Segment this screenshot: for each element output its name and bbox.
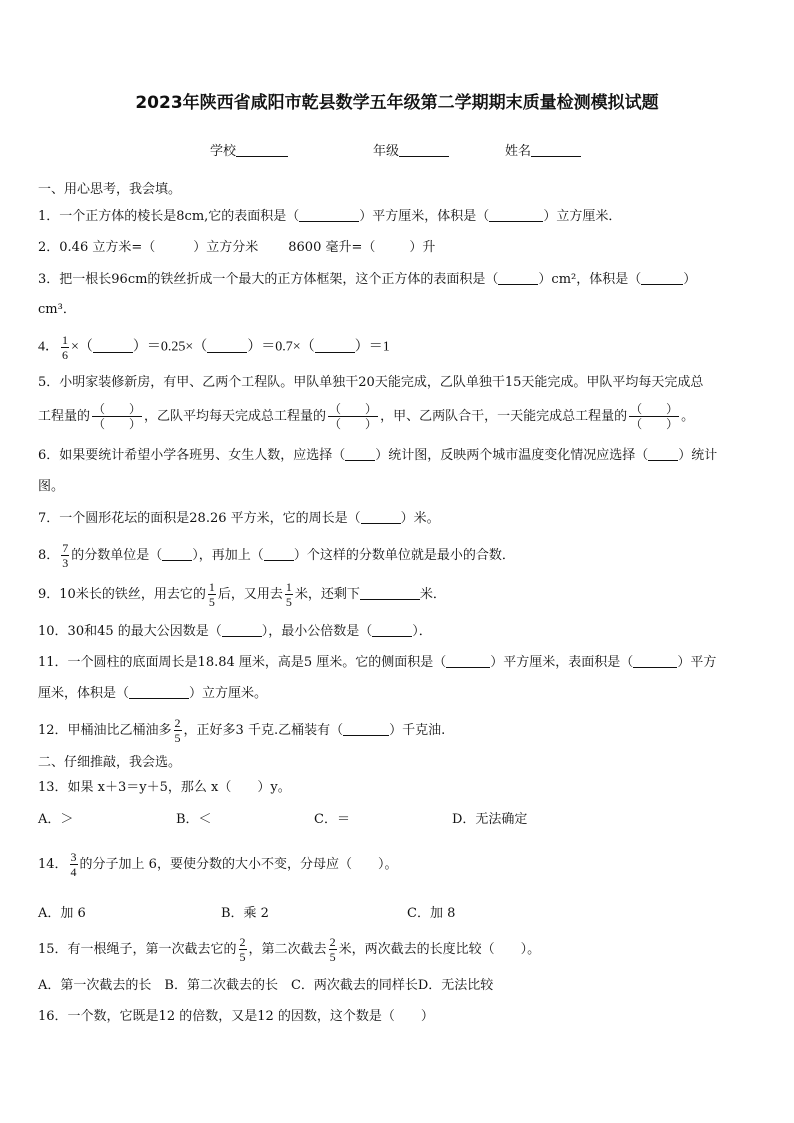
question-11-cont: 厘米，体积是（ ）立方厘米。 — [38, 686, 268, 701]
question-11: 11．一个圆柱的底面周长是18.84 厘米，高是5 厘米。它的侧面积是（ ）平方厘米，表面积是（ ）平方 — [38, 655, 717, 670]
section-2-heading: 二、仔细推敲，我会选。 — [38, 755, 182, 770]
fraction-7-3: $\frac{7}{3}$ — [62, 541, 69, 570]
question-15: 15．有一根绳子，第一次截去它的 $\frac{2}{5}$ ，第二次截去 $\frac{2}{5}$ 米，两次截去的长度比较（ ）。 — [38, 935, 541, 964]
question-12: 12．甲桶油比乙桶油多 $\frac{2}{5}$ ，正好多3 千克.乙桶装有（ ）千克油. — [38, 716, 446, 745]
name-field: 姓名 — [505, 140, 581, 159]
question-10: 10．30和45 的最大公因数是（ ），最小公倍数是（ ）． — [38, 624, 432, 639]
question-13: 13．如果 x＋3＝y＋5，那么 x（ ）y。 — [38, 780, 291, 795]
question-5: 5．小明家装修新房，有甲、乙两个工程队。甲队单独干20天能完成，乙队单独干15天能完成。甲队平均每天完成总 — [38, 375, 704, 390]
fraction-1-6: $\frac{1}{6}$ — [62, 333, 68, 362]
question-8: 8． $\frac{7}{3}$ 的分数单位是（ ），再加上（ ）个这样的分数单位就是最小的合数． — [38, 541, 515, 570]
question-14-options: A．加 6 B．乘 2 C．加 8 — [38, 906, 456, 921]
school-field: 学校 — [210, 140, 288, 159]
question-13-options: A．＞ B．＜ C．＝ D．无法确定 — [38, 812, 528, 827]
question-6: 6．如果要统计希望小学各班男、女生人数，应选择（ ）统计图，反映两个城市温度变化情况应选择（ ）统计 — [38, 448, 718, 463]
grade-field: 年级 — [373, 140, 449, 159]
question-9: 9．10米长的铁丝，用去它的 $\frac{1}{5}$ 后，又用去 $\frac{1}{5}$ 米，还剩下 米． — [38, 580, 446, 609]
question-1: 1．一个正方体的棱长是8cm,它的表面积是（ ）平方厘米，体积是（ ）立方厘米． — [38, 209, 622, 224]
question-3-cont: cm³． — [38, 302, 76, 317]
page-title: 2023年陕西省咸阳市乾县数学五年级第二学期期末质量检测模拟试题 — [135, 93, 659, 113]
question-6-cont: 图。 — [38, 479, 65, 494]
question-3: 3．把一根长96cm的铁丝折成一个最大的正方体框架，这个正方体的表面积是（ ）cm²，体积是（ ） — [38, 272, 697, 287]
question-15-options: A．第一次截去的长 B．第二次截去的长 C．两次截去的同样长D．无法比较 — [38, 978, 494, 993]
section-1-heading: 一、用心思考，我会填。 — [38, 182, 182, 197]
question-5-cont: 工程量的 $\frac{( )}{( )}$ ，乙队平均每天完成总工程量的 $\frac{( )}{( )}$ ，甲、乙两队合干，一天能完成总工程量的 $\frac{( )}{( )}$ 。 — [38, 402, 695, 431]
question-4: 4． $\frac{1}{6}$ ×（ ）＝0.25×（ ）＝0.7×（ ）＝1 — [38, 333, 390, 362]
question-14: 14． $\frac{3}{4}$ 的分子加上 6，要使分数的大小不变，分母应（ ）。 — [38, 850, 398, 879]
question-16: 16．一个数，它既是12 的倍数，又是12 的因数，这个数是（ ） — [38, 1009, 434, 1024]
question-2: 2．0.46 立方米=（ ）立方分米 8600 毫升=（ ）升 — [38, 240, 436, 255]
question-7: 7．一个圆形花坛的面积是28.26 平方米，它的周长是（ ）米。 — [38, 511, 440, 526]
